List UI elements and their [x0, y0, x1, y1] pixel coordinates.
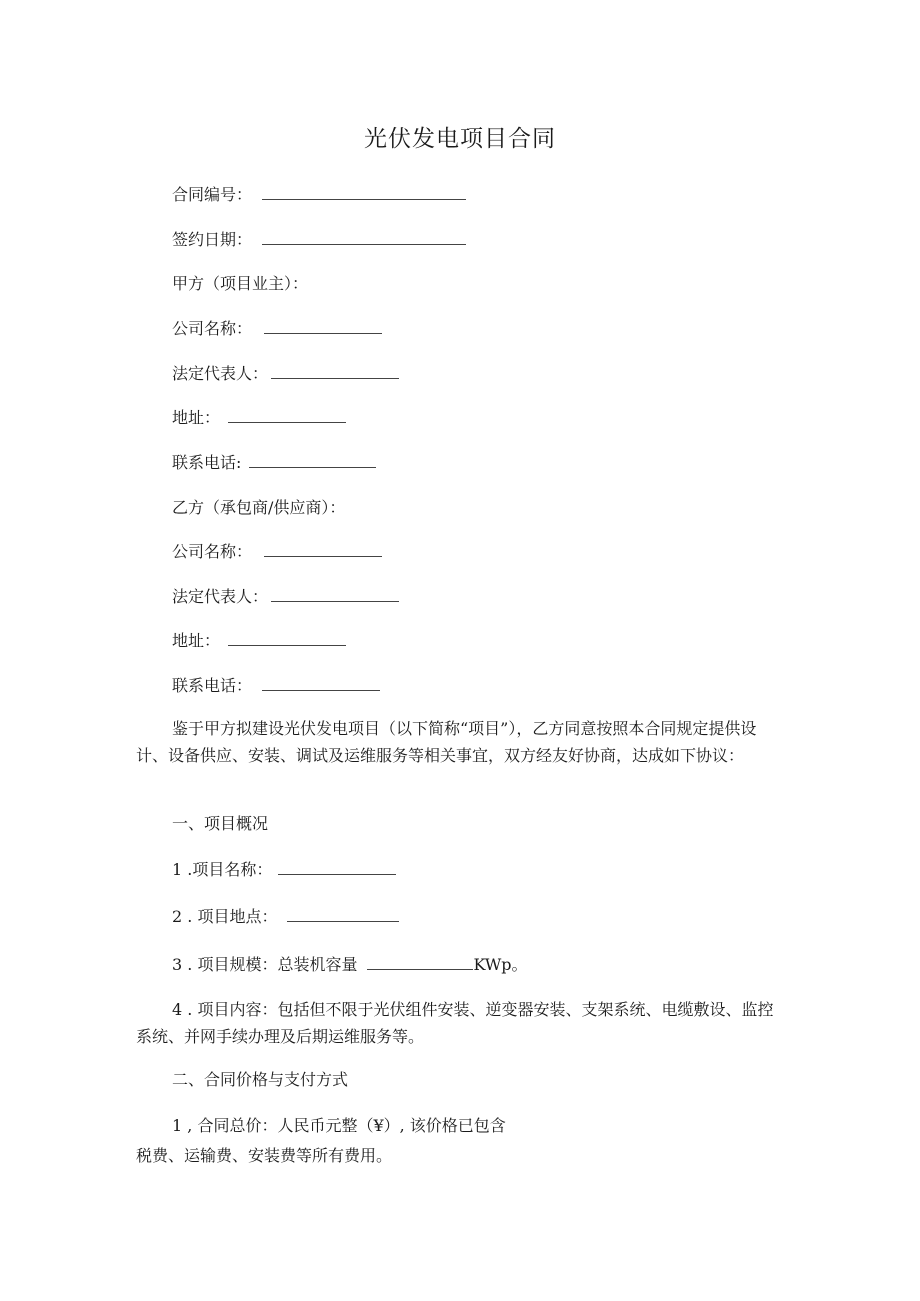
party-b-phone-label: 联系电话： — [172, 676, 253, 695]
capacity-blank — [367, 954, 473, 970]
preamble-paragraph: 鉴于甲方拟建设光伏发电项目（以下简称“项目”），乙方同意按照本合同规定提供设计、设备供应、安装、调试及运维服务等相关事宜，双方经友好协商，达成如下协议： — [136, 719, 757, 765]
section1-item2 — [172, 906, 399, 928]
party-a-company-field — [172, 318, 382, 340]
party-b-company-blank — [264, 541, 382, 557]
party-a-heading: 甲方（项目业主）： — [172, 274, 309, 293]
sign-date-label: 签约日期： — [172, 230, 253, 249]
party-b-phone-field — [172, 675, 380, 697]
section1-item1-label: 1 .项目名称： — [172, 860, 273, 879]
party-b-legal-rep-blank — [271, 586, 399, 602]
party-a-phone-field — [172, 452, 376, 474]
party-a-phone-label: 联系电话: — [172, 453, 242, 472]
section2-heading: 二、合同价格与支付方式 — [172, 1070, 349, 1089]
section1-item3-label: 3 . 项目规模：总装机容量 — [172, 955, 358, 974]
section1-item4: 4 . 项目内容：包括但不限于光伏组件安装、逆变器安装、支架系统、电缆敷设、监控系统、并网手续办理及后期运维服务等。 — [136, 1000, 774, 1046]
party-b-legal-rep-field — [172, 586, 399, 608]
section2-item1-line1: 1 , 合同总价：人民币元整（¥）, 该价格已包含 — [172, 1116, 506, 1135]
contract-no-label: 合同编号： — [172, 185, 253, 204]
section1-item3 — [172, 954, 528, 976]
party-a-company-label: 公司名称： — [172, 319, 253, 338]
sign-date-field — [172, 229, 466, 251]
contract-no-blank — [262, 184, 466, 200]
capacity-unit: KWp。 — [473, 955, 528, 974]
section1-heading: 一、项目概况 — [172, 814, 269, 833]
document-title: 光伏发电项目合同 — [364, 126, 556, 152]
party-b-heading: 乙方（承包商/供应商）： — [172, 498, 346, 517]
section1-item2-label: 2 . 项目地点： — [172, 907, 278, 926]
party-b-legal-rep-label: 法定代表人： — [172, 587, 269, 606]
party-b-company-label: 公司名称： — [172, 542, 253, 561]
sign-date-blank — [262, 229, 466, 245]
party-a-legal-rep-label: 法定代表人： — [172, 364, 269, 383]
party-b-address-label: 地址： — [172, 631, 221, 650]
party-a-address-field — [172, 407, 346, 429]
party-a-company-blank — [264, 318, 382, 334]
project-location-blank — [287, 906, 399, 922]
party-a-address-label: 地址： — [172, 408, 221, 427]
party-b-company-field — [172, 541, 382, 563]
party-b-address-field — [172, 630, 346, 652]
project-name-blank — [278, 859, 396, 875]
section1-item1 — [172, 859, 396, 881]
contract-no-field — [172, 184, 466, 206]
party-a-legal-rep-field — [172, 363, 399, 385]
party-a-address-blank — [228, 407, 346, 423]
party-b-phone-blank — [262, 675, 380, 691]
party-a-legal-rep-blank — [271, 363, 399, 379]
party-b-address-blank — [228, 630, 346, 646]
section2-item1-line2: 税费、运输费、安装费等所有费用。 — [136, 1146, 393, 1165]
party-a-phone-blank — [249, 452, 376, 468]
